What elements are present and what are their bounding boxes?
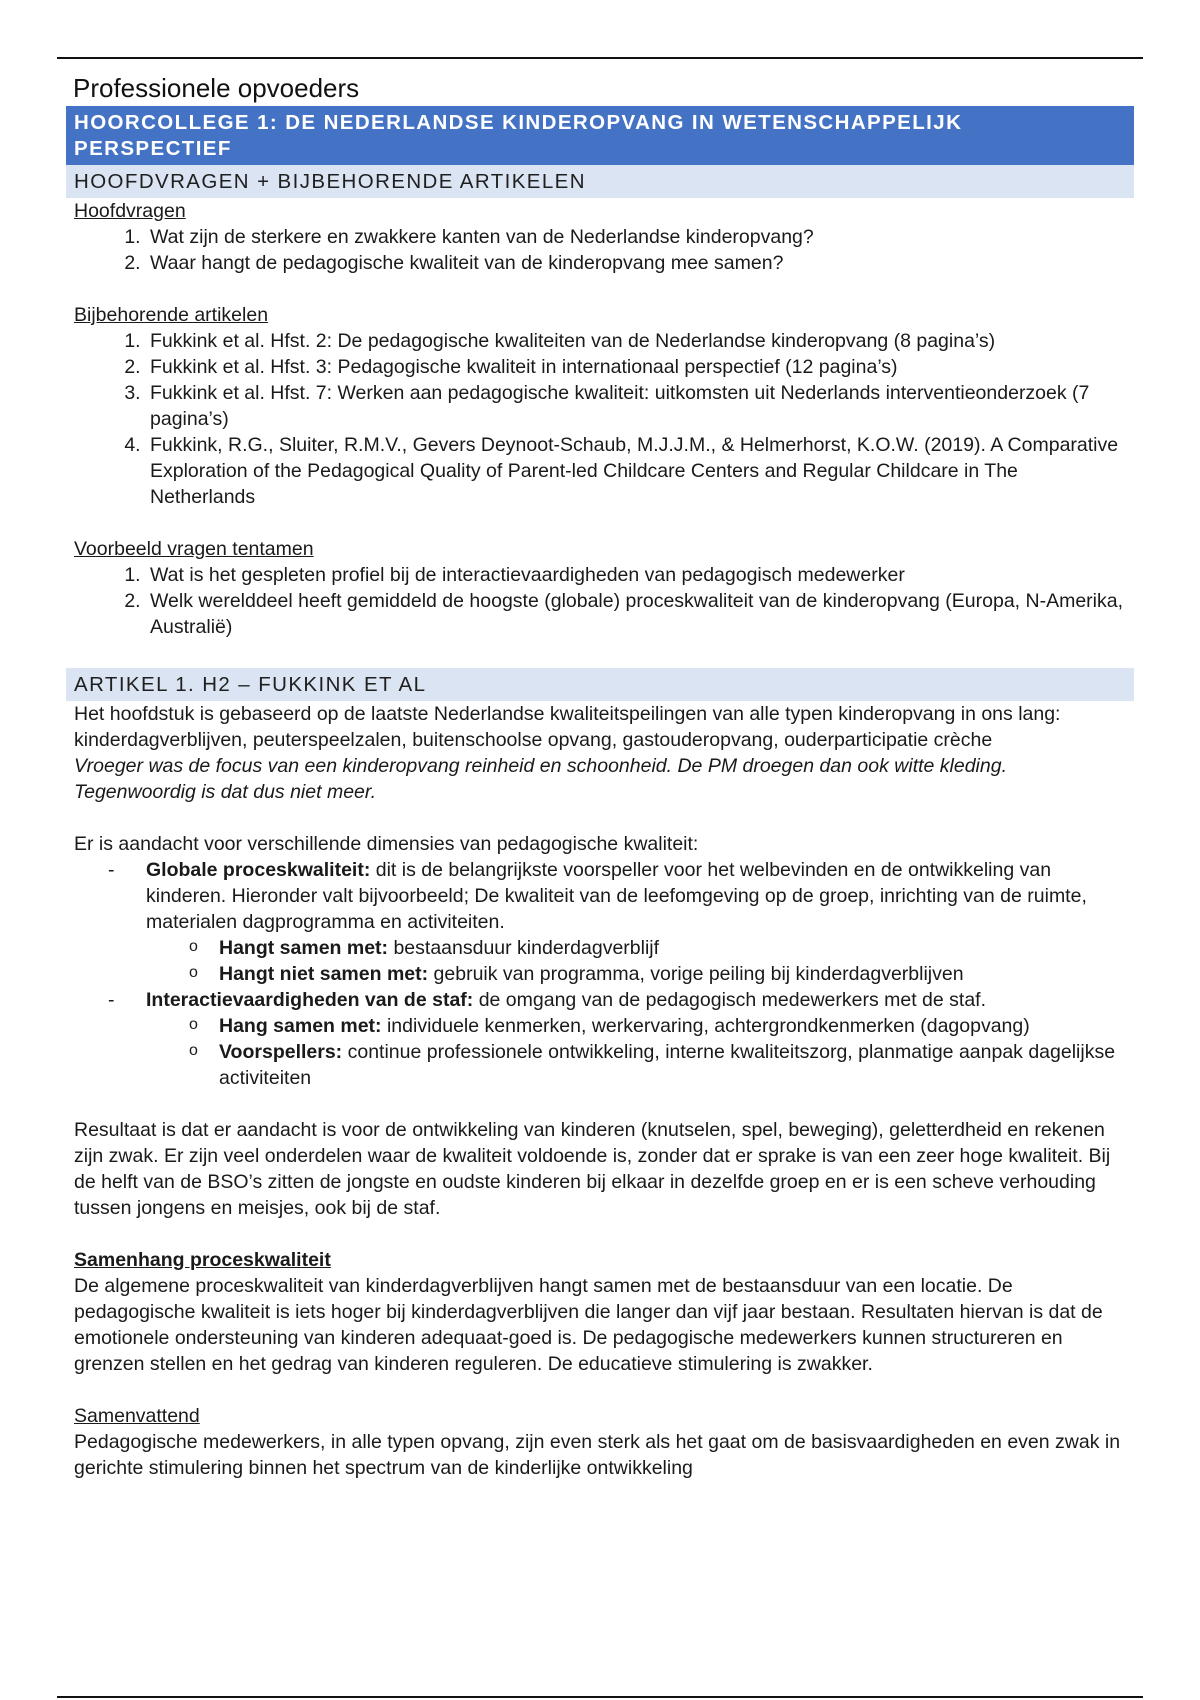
- list-item: [74, 1013, 1126, 1039]
- articles-list: [74, 328, 1126, 510]
- main-questions-header: HOOFDVRAGEN + BIJBEHORENDE ARTIKELEN: [66, 165, 1134, 198]
- article1-intro-italic: Vroeger was de focus van een kinderopvang reinheid en schoonheid. De PM droegen dan ook witte kleding. Tegenwoordig is dat dus niet meer.: [74, 755, 1008, 803]
- list-item: [74, 1039, 1126, 1091]
- dimension-label: Interactievaardigheden van de staf:: [146, 989, 474, 1011]
- result-paragraph: Resultaat is dat er aandacht is voor de ontwikkeling van kinderen (knutselen, spel, beweging), geletterdheid en rekenen zijn zwak. Er zijn veel onderdelen waar de kwaliteit voldoende is, zonder dat er sprake is van een zeer hoge kwaliteit. Bij de helft van de BSO’s zitten de jongste en oudste kinderen bij elkaar in dezelfde groep en er is een scheve verhouding tussen jongens en meisjes, ook bij de staf.: [74, 1119, 1111, 1219]
- sub-label: Voorspellers:: [219, 1041, 343, 1063]
- main-questions-section: [66, 198, 1134, 668]
- article1-section: [66, 701, 1134, 1481]
- sub-label: Hangt samen met:: [219, 937, 389, 959]
- sub-label: Hang samen met:: [219, 1015, 382, 1037]
- sub-text: continue professionele ontwikkeling, interne kwaliteitszorg, planmatige aanpak dagelijkse activiteiten: [219, 1041, 1116, 1089]
- list-item: [74, 987, 1126, 1013]
- list-item: 1. Fukkink et al. Hfst. 2: De pedagogische kwaliteiten van de Nederlandse kinderopvang (8 pagina’s): [146, 328, 1126, 354]
- sub-label: Hangt niet samen met:: [219, 963, 429, 985]
- main-questions-list: [74, 224, 1126, 276]
- lecture-banner: HOORCOLLEGE 1: DE NEDERLANDSE KINDEROPVANG IN WETENSCHAPPELIJK PERSPECTIEF: [66, 106, 1134, 165]
- dimension-label: Globale proceskwaliteit:: [146, 859, 371, 881]
- dimensions-intro: Er is aandacht voor verschillende dimensies van pedagogische kwaliteit:: [74, 833, 699, 855]
- document-body: [66, 72, 1134, 1481]
- articles-heading: Bijbehorende artikelen: [74, 304, 269, 326]
- document-title: Professionele opvoeders: [73, 73, 360, 103]
- list-item: 2. Welk werelddeel heeft gemiddeld de hoogste (globale) proceskwaliteit van de kinderopvang (Europa, N-Amerika, Australië): [146, 588, 1126, 640]
- sub-text: bestaansduur kinderdagverblijf: [388, 937, 660, 959]
- sub-text: individuele kenmerken, werkervaring, achtergrondkenmerken (dagopvang): [381, 1015, 1030, 1037]
- list-item: [74, 857, 1126, 935]
- dimensions-list: [74, 857, 1126, 1091]
- sub-text: gebruik van programma, vorige peiling bij kinderdagverblijven: [428, 963, 964, 985]
- list-item: 3. Fukkink et al. Hfst. 7: Werken aan pedagogische kwaliteit: uitkomsten uit Nederlands interventieonderzoek (7 pagina’s): [146, 380, 1126, 432]
- summary-heading: Samenvattend: [74, 1405, 200, 1427]
- main-questions-heading: Hoofdvragen: [74, 200, 186, 222]
- article1-intro: Het hoofdstuk is gebaseerd op de laatste Nederlandse kwaliteitspeilingen van alle typen kinderopvang in ons lang: kinderdagverblijven, peuterspeelzalen, buitenschoolse opvang, gastouderopvang, ouderparticipatie crèche: [74, 703, 1061, 751]
- bottom-rule: [57, 1696, 1143, 1698]
- list-item: 2. Fukkink et al. Hfst. 3: Pedagogische kwaliteit in internationaal perspectief (12 pagina’s): [146, 354, 1126, 380]
- exam-questions-heading: Voorbeeld vragen tentamen: [74, 538, 314, 560]
- exam-questions-list: [74, 562, 1126, 640]
- article1-header: ARTIKEL 1. H2 – FUKKINK ET AL: [66, 668, 1134, 701]
- list-item: [74, 961, 1126, 987]
- list-item: 4. Fukkink, R.G., Sluiter, R.M.V., Gevers Deynoot-Schaub, M.J.J.M., & Helmerhorst, K.O.W. (2019). A Comparative Exploration of the Pedagogical Quality of Parent-led Childcare Centers and Regular Childcare in The Netherlands: [146, 432, 1126, 510]
- coherence-heading: Samenhang proceskwaliteit: [74, 1249, 331, 1271]
- summary-paragraph: Pedagogische medewerkers, in alle typen opvang, zijn even sterk als het gaat om de basisvaardigheden en even zwak in gerichte stimulering binnen het spectrum van de kinderlijke ontwikkeling: [74, 1431, 1121, 1479]
- list-item: [74, 935, 1126, 961]
- dimension-text: dit is de belangrijkste voorspeller voor het welbevinden en de ontwikkeling van kinderen. Hieronder valt bijvoorbeeld; De kwaliteit van de leefomgeving op de groep, inrichting van de ruimte, materialen dagprogramma en activiteiten.: [146, 859, 1087, 933]
- list-item: 1. Wat is het gespleten profiel bij de interactievaardigheden van pedagogisch medewerker: [146, 562, 1126, 588]
- coherence-paragraph: De algemene proceskwaliteit van kinderdagverblijven hangt samen met de bestaansduur van een locatie. De pedagogische kwaliteit is iets hoger bij kinderdagverblijven die langer dan vijf jaar bestaan. Resultaten hiervan is dat de emotionele ondersteuning van kinderen adequaat-goed is. De pedagogische medewerkers kunnen structureren en grenzen stellen en het gedrag van kinderen reguleren. De educatieve stimulering is zwakker.: [74, 1275, 1103, 1375]
- list-item: 2. Waar hangt de pedagogische kwaliteit van de kinderopvang mee samen?: [146, 250, 1126, 276]
- top-rule: [57, 57, 1143, 59]
- dimension-text: de omgang van de pedagogisch medewerkers met de staf.: [473, 989, 987, 1011]
- list-item: 1. Wat zijn de sterkere en zwakkere kanten van de Nederlandse kinderopvang?: [146, 224, 1126, 250]
